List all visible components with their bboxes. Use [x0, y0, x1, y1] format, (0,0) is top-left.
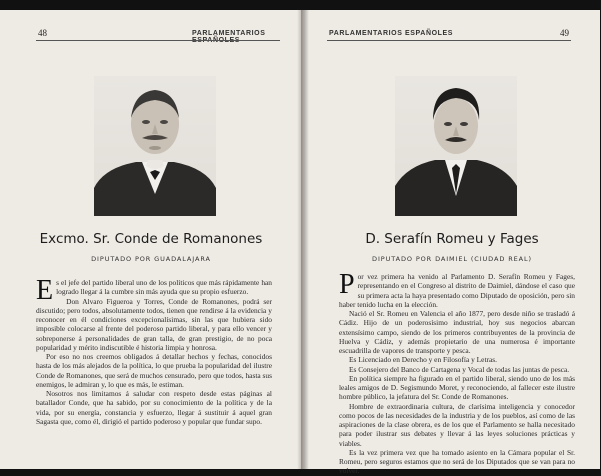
- title-romeu: D. Serafín Romeu y Fages: [365, 231, 539, 247]
- header-rule-left: [36, 40, 280, 41]
- header-rule-right: [327, 40, 571, 41]
- paragraph: Hombre de extraordinaria cultura, de clarísima inteligencia y conocedor como pocos de las necesidades de la industria y de los pueblos, así como de las aspiraciones de la clase obrera, es de los que el Parlamento se halla necesitado para poder ilustrar sus debates y llevar á las leyes soluciones prácticas y viables.: [339, 401, 575, 448]
- right-page: [302, 10, 600, 476]
- paragraph: Por vez primera ha venido al Parlamento D. Serafín Romeu y Fages, representando en el Congreso al distrito de Daimiel, dándose el caso que su primera acta la haya presentado como Diputado de oposición, pero sin haber tenido lucha en la elección.: [339, 269, 575, 309]
- paragraph: Es la vez primera vez que ha tomado asiento en la Cámara popular el Sr. Romeu, pero seguros estamos que no será de los Diputados que se van para no volver.: [339, 447, 575, 476]
- paragraph: Nació el Sr. Romeu en Valencia el año 1877, pero desde niño se trasladó á Cádiz. Hijo de un poderosísimo industrial, hoy sus negocios abarcan extensísimo campo, siendo de los primeros contribuyentes de la provincia de Huelva y Cádiz, y además propietario de una numerosa é importante escuadrilla de vapores de transporte y pesca.: [339, 309, 575, 355]
- title-romanones: Excmo. Sr. Conde de Romanones: [39, 231, 263, 247]
- running-header-left: PARLAMENTARIOS: [192, 30, 266, 37]
- portrait-romanones: [94, 76, 216, 216]
- article-body-left: [36, 275, 272, 426]
- left-page: [0, 10, 302, 469]
- page-number-left: 48: [38, 28, 47, 38]
- book-gutter: [297, 10, 309, 469]
- portrait-photo-icon: [395, 76, 517, 216]
- paragraph: Es Licenciado en Derecho y en Filosofía y Letras.: [349, 355, 497, 365]
- portrait-photo-icon: [94, 76, 216, 216]
- dropcap-right: P: [339, 269, 355, 300]
- paragraph: Nosotros nos limitamos á saludar con respeto desde estas páginas al batallador Conde, que ha sabido, por su conocimiento de la política y de la vida, por su energía, constancia y esfuerzo, llegar á sustituir á aquel gran Sagasta que, como él, dirigió el partido poderoso y popular que fundar supo.: [36, 389, 272, 426]
- paragraph: Por eso no nos creemos obligados á detallar hechos y fechas, conocidos hasta de los más alejados de la política, lo que prueba la popularidad del ilustre Conde de Romanones, que será de muchos censurado, pero que todos, hasta sus enemigos, le admiran y, lo que es más, le estiman.: [36, 352, 272, 389]
- portrait-romeu: [395, 76, 517, 216]
- paragraph: Es Consejero del Banco de Cartagena y Vocal de todas las juntas de pesca.: [349, 364, 570, 374]
- paragraph: Es el jefe del partido liberal uno de los políticos que más rápidamente han logrado llegar á la cumbre sin más ayuda que su propio esfuerzo.: [36, 275, 272, 306]
- subtitle-romeu: DIPUTADO POR DAIMIEL (CIUDAD REAL): [372, 255, 532, 263]
- running-header-right: PARLAMENTARIOS ESPAÑOLES: [329, 30, 454, 37]
- page-number-right: 49: [560, 28, 569, 38]
- article-body-right: [339, 269, 575, 476]
- dropcap-left: E: [36, 275, 54, 306]
- paragraph: Don Alvaro Figueroa y Torres, Conde de Romanones, podrá ser discutido; pero todos, absolutamente todos, tienen que rendirse á la evidencia y reconocer en él condiciones excepcionalísimas, sin las que hubiera sido imposible colocarse al frente del poderoso partido liberal, y para ello vencer y sobreponerse á personalidades de gran talla, de gran prestigio, de no poca popularidad y mérito indiscutible é historia limpia y honrosa.: [36, 296, 272, 352]
- paragraph: En política siempre ha figurado en el partido liberal, siendo uno de los más leales amigos de D. Segismundo Moret, y reconociendo, al fallecer este ilustre hombre público, la jefatura del Sr. Conde de Romanones.: [339, 373, 575, 402]
- subtitle-romanones: DIPUTADO POR GUADALAJARA: [91, 255, 211, 263]
